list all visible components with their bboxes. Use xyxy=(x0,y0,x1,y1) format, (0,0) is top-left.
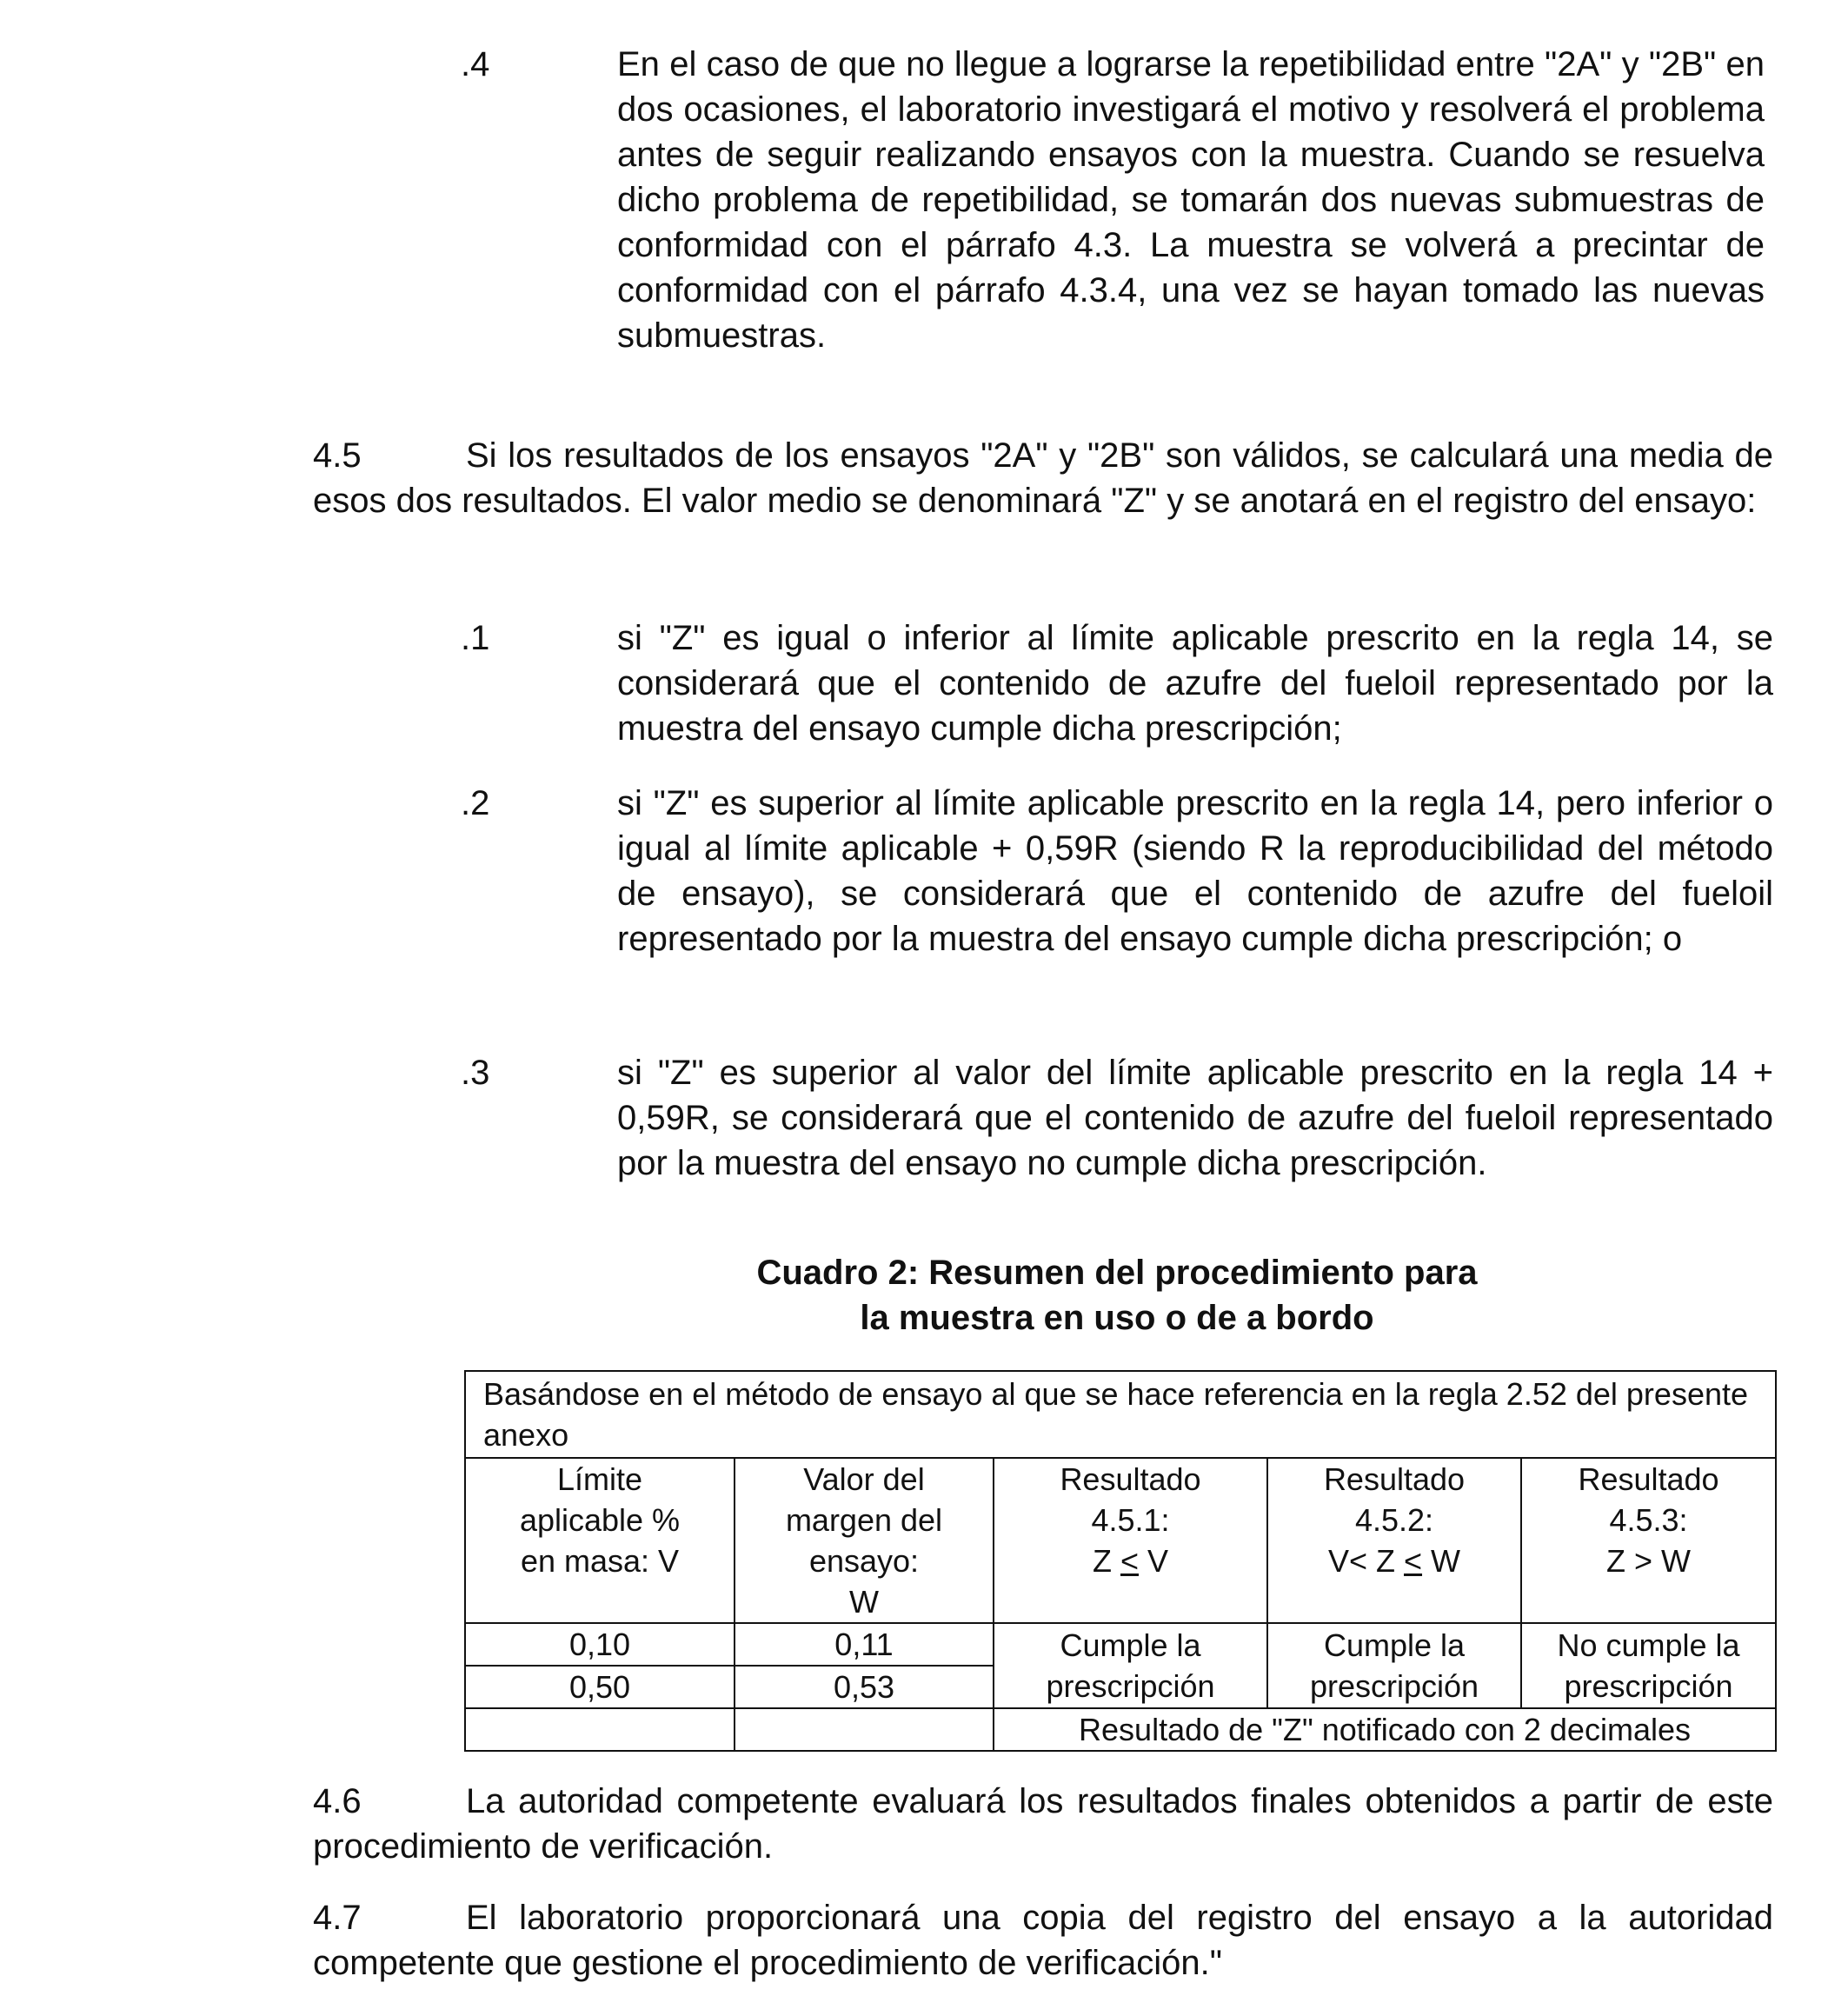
basis-cell: Basándose en el método de ensayo al que se hace referencia en la regla 2.52 del presente anexo xyxy=(465,1371,1776,1458)
item-text: si "Z" es superior al límite aplicable prescrito en la regla 14, pero inferior o igual al límite aplicable + 0,59R (siendo R la reproducibilidad del método de ensayo), se considerará que el contenido de azufre del fueloil representado por la muestra del ensayo cumple dicha prescripción; o xyxy=(617,784,1773,958)
cell-result-3: No cumple la prescripción xyxy=(1521,1623,1776,1708)
item-number: .4 xyxy=(461,45,490,83)
table-row-basis xyxy=(465,1371,1776,1458)
header-limit: Límite aplicable % en masa: V xyxy=(465,1458,735,1623)
paragraph-number: 4.7 xyxy=(313,1899,362,1937)
header-margin: Valor del margen del ensayo: W xyxy=(735,1458,994,1623)
item-text: En el caso de que no llegue a lograrse la repetibilidad entre "2A" y "2B" en dos ocasiones, el laboratorio investigará el motivo y resolverá el problema antes de seguir realizando ensayos con la muestra. Cuando se resuelva dicho problema de repetibilidad, se tomarán dos nuevas submuestras de conformidad con el párrafo 4.3. La muestra se volverá a precintar de conformidad con el párrafo 4.3.4, una vez se hayan tomado las nuevas submuestras. xyxy=(617,45,1765,355)
header-result-2: Resultado 4.5.2: V< Z < W xyxy=(1267,1458,1521,1623)
cell-margin: 0,11 xyxy=(735,1623,994,1666)
sub-item-2 xyxy=(461,781,1773,1015)
paragraph-text: El laboratorio proporcionará una copia del registro del ensayo a la autoridad competente que gestione el procedimiento de verificación." xyxy=(313,1899,1773,1982)
table-caption xyxy=(461,1250,1773,1341)
cell-limit: 0,50 xyxy=(465,1666,735,1708)
caption-line-1: Cuadro 2: Resumen del procedimiento para xyxy=(756,1254,1478,1292)
cell-result-2: Cumple la prescripción xyxy=(1267,1623,1521,1708)
sub-item-3 xyxy=(461,1050,1773,1233)
header-result-1: Resultado 4.5.1: Z < V xyxy=(994,1458,1267,1623)
paragraph-4-5 xyxy=(313,433,1773,523)
table-row xyxy=(465,1623,1776,1666)
sub-item-1 xyxy=(461,615,1773,755)
paragraph-4-7 xyxy=(313,1895,1773,1986)
cell-limit: 0,10 xyxy=(465,1623,735,1666)
paragraph-text: La autoridad competente evaluará los resultados finales obtenidos a partir de este procedimiento de verificación. xyxy=(313,1782,1773,1866)
paragraph-number: 4.6 xyxy=(313,1782,362,1820)
cell-margin: 0,53 xyxy=(735,1666,994,1708)
cell-empty xyxy=(465,1708,735,1751)
item-4-4 xyxy=(461,42,1773,407)
footer-note: Resultado de "Z" notificado con 2 decimales xyxy=(994,1708,1776,1751)
item-text: si "Z" es igual o inferior al límite aplicable prescrito en la regla 14, se considerará que el contenido de azufre del fueloil representado por la muestra del ensayo cumple dicha prescripción; xyxy=(617,619,1773,748)
table-row-headers xyxy=(465,1458,1776,1623)
cell-result-1: Cumple la prescripción xyxy=(994,1623,1267,1708)
paragraph-number: 4.5 xyxy=(313,436,362,475)
header-result-3: Resultado 4.5.3: Z > W xyxy=(1521,1458,1776,1623)
item-number: .3 xyxy=(461,1054,490,1092)
summary-table xyxy=(464,1370,1777,1752)
caption-line-2: la muestra en uso o de a bordo xyxy=(860,1299,1374,1337)
item-number: .2 xyxy=(461,784,490,822)
cell-empty xyxy=(735,1708,994,1751)
table-row-footer xyxy=(465,1708,1776,1751)
item-number: .1 xyxy=(461,619,490,657)
item-text: si "Z" es superior al valor del límite aplicable prescrito en la regla 14 + 0,59R, se considerará que el contenido de azufre del fueloil representado por la muestra del ensayo no cumple dicha prescripción. xyxy=(617,1054,1773,1182)
paragraph-4-6 xyxy=(313,1779,1773,1869)
paragraph-text: Si los resultados de los ensayos "2A" y "2B" son válidos, se calculará una media de esos dos resultados. El valor medio se denominará "Z" y se anotará en el registro del ensayo: xyxy=(313,436,1773,520)
